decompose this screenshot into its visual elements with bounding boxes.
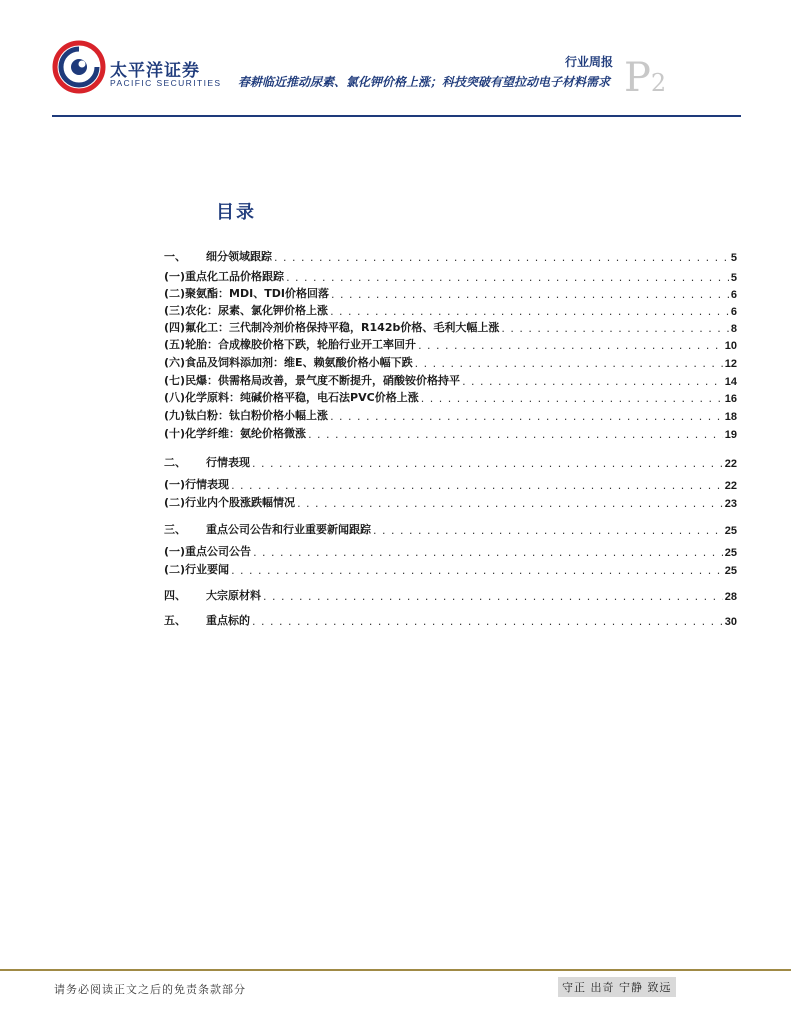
toc-entry-number: 二、 [164, 456, 186, 469]
toc-entry[interactable] [164, 492, 737, 510]
toc-dot-leader [297, 497, 723, 510]
toc-entry[interactable] [164, 405, 737, 423]
toc-entry-title [164, 319, 499, 335]
page-number-value: 2 [650, 69, 667, 97]
toc-entry[interactable] [164, 317, 737, 335]
toc-entry-title [164, 476, 229, 492]
toc-entry-number: 三、 [164, 523, 186, 536]
toc-entry-label: 行业内个股涨跌幅情况 [185, 496, 296, 509]
toc-entry-page: 28 [724, 591, 737, 603]
toc-entry-number: (二) [164, 563, 186, 576]
toc-entry-label: 重点标的 [206, 614, 250, 627]
company-motto: 守正 出奇 宁静 致远 [558, 977, 676, 997]
toc-entry[interactable] [164, 541, 737, 559]
toc-entry-page: 5 [730, 272, 737, 284]
toc-entry-label: 民爆：供需格局改善，景气度不断提升，硝酸铵价格持平 [185, 374, 461, 387]
toc-dot-leader [231, 479, 723, 492]
toc-entry-label: 行业要闻 [185, 563, 230, 576]
toc-entry[interactable] [164, 610, 737, 628]
toc-entry-label: 化学原料：纯碱价格平稳，电石法PVC价格上涨 [185, 391, 419, 404]
toc-entry-page: 6 [730, 306, 737, 318]
toc-entry[interactable] [164, 585, 737, 603]
toc-entry-page: 14 [724, 376, 737, 388]
toc-entry-title [164, 268, 284, 284]
toc-entry-title [164, 543, 251, 559]
toc-entry[interactable] [164, 246, 737, 264]
toc-dot-leader [415, 357, 723, 370]
toc-entry-number: (十) [164, 427, 186, 440]
toc-entry[interactable] [164, 559, 737, 577]
toc-entry[interactable] [164, 452, 737, 470]
toc-entry[interactable] [164, 519, 737, 537]
toc-entry-title [164, 336, 416, 352]
page-number [624, 56, 666, 105]
pacific-securities-logo-icon [52, 40, 106, 94]
toc-entry-label: 钛白粉：钛白粉价格小幅上涨 [185, 409, 329, 422]
report-title: 春耕临近推动尿素、氯化钾价格上涨；科技突破有望拉动电子材料需求 [237, 75, 610, 89]
toc-entry-page: 6 [730, 289, 737, 301]
toc-entry-title [164, 494, 295, 510]
toc-dot-leader [253, 546, 723, 559]
toc-entry-number: (七) [164, 374, 186, 387]
toc-dot-leader [252, 615, 723, 628]
toc-entry-title [164, 302, 328, 318]
toc-dot-leader [373, 524, 723, 537]
toc-entry[interactable] [164, 387, 737, 405]
toc-dot-leader [308, 428, 723, 441]
toc-entry-page: 16 [724, 393, 737, 405]
toc-entry-title [164, 521, 371, 537]
toc-entry-label: 化学纤维：氨纶价格微涨 [185, 427, 307, 440]
toc-entry-number: (八) [164, 391, 186, 404]
toc-entry-page: 25 [724, 565, 737, 577]
toc-entry-label: 食品及饲料添加剂：维E、赖氨酸价格小幅下跌 [185, 356, 413, 369]
toc-entry-label: 细分领域跟踪 [206, 250, 272, 263]
toc-entry-page: 25 [724, 547, 737, 559]
toc-entry-number: 五、 [164, 614, 186, 627]
toc-entry-title [164, 425, 306, 441]
toc-entry-label: 重点公司公告和行业重要新闻跟踪 [206, 523, 371, 536]
toc-entry-number: (一) [164, 270, 186, 283]
toc-dot-leader [263, 590, 723, 603]
toc-entry-number: (一) [164, 545, 186, 558]
toc-entry-label: 聚氨酯：MDI、TDI价格回落 [185, 287, 329, 300]
toc-entry-label: 重点化工品价格跟踪 [185, 270, 285, 283]
toc-entry-number: (三) [164, 304, 186, 317]
toc-entry-page: 30 [724, 616, 737, 628]
toc-entry-title [164, 354, 413, 370]
brand-name-en: PACIFIC SECURITIES [110, 78, 222, 88]
toc-entry-label: 行情表现 [206, 456, 250, 469]
toc-entry-number: (二) [164, 287, 186, 300]
toc-entry[interactable] [164, 266, 737, 284]
toc-entry-label: 行情表现 [185, 478, 230, 491]
toc-entry-title [164, 587, 261, 603]
toc-dot-leader [231, 564, 723, 577]
toc-entry-label: 氟化工：三代制冷剂价格保持平稳，R142b价格、毛利大幅上涨 [185, 321, 500, 334]
toc-entry-number: (九) [164, 409, 186, 422]
toc-entry[interactable] [164, 300, 737, 318]
toc-dot-leader [418, 339, 723, 352]
toc-entry-number: (一) [164, 478, 186, 491]
toc-entry-page: 10 [724, 340, 737, 352]
toc-entry-page: 5 [730, 252, 737, 264]
toc-entry-number: 四、 [164, 589, 186, 602]
toc-entry-title [164, 612, 250, 628]
toc-entry-page: 23 [724, 498, 737, 510]
toc-entry-page: 22 [724, 458, 737, 470]
toc-entry-title [164, 561, 229, 577]
toc-dot-leader [421, 392, 723, 405]
toc-entry-number: (二) [164, 496, 186, 509]
toc-entry-number: (五) [164, 338, 186, 351]
toc-entry-label: 轮胎：合成橡胶价格下跌，轮胎行业开工率回升 [185, 338, 417, 351]
brand-name-cn: 太平洋证券 [110, 61, 200, 81]
page-prefix: P [624, 55, 651, 101]
toc-entry[interactable] [164, 352, 737, 370]
toc-entry-page: 8 [730, 323, 737, 335]
toc-entry[interactable] [164, 334, 737, 352]
toc-entry-number: (四) [164, 321, 186, 334]
toc-entry-page: 19 [724, 429, 737, 441]
disclaimer-note: 请务必阅读正文之后的免责条款部分 [54, 983, 246, 996]
footer-divider [0, 969, 791, 971]
toc-entry-title [164, 248, 272, 264]
toc-entry-page: 25 [724, 525, 737, 537]
toc-entry[interactable] [164, 370, 737, 388]
toc-entry-number: (六) [164, 356, 186, 369]
toc-entry-title [164, 285, 329, 301]
toc-entry-title [164, 389, 419, 405]
header-divider [52, 115, 741, 117]
toc-entry-title [164, 407, 328, 423]
toc-entry-number: 一、 [164, 250, 186, 263]
toc-dot-leader [274, 251, 729, 264]
toc-entry-label: 农化：尿素、氯化钾价格上涨 [185, 304, 329, 317]
toc-dot-leader [330, 410, 723, 423]
toc-entry[interactable] [164, 474, 737, 492]
toc-entry-page: 12 [724, 358, 737, 370]
toc-entry-label: 大宗原材料 [206, 589, 261, 602]
toc-entry[interactable] [164, 423, 737, 441]
toc-entry-title [164, 372, 460, 388]
toc-entry-page: 18 [724, 411, 737, 423]
toc-entry-page: 22 [724, 480, 737, 492]
toc-dot-leader [252, 457, 723, 470]
toc-entry-title [164, 454, 250, 470]
toc-entry[interactable] [164, 283, 737, 301]
toc-heading: 目录 [216, 202, 256, 223]
report-type: 行业周报 [564, 55, 613, 69]
toc-entry-label: 重点公司公告 [185, 545, 252, 558]
